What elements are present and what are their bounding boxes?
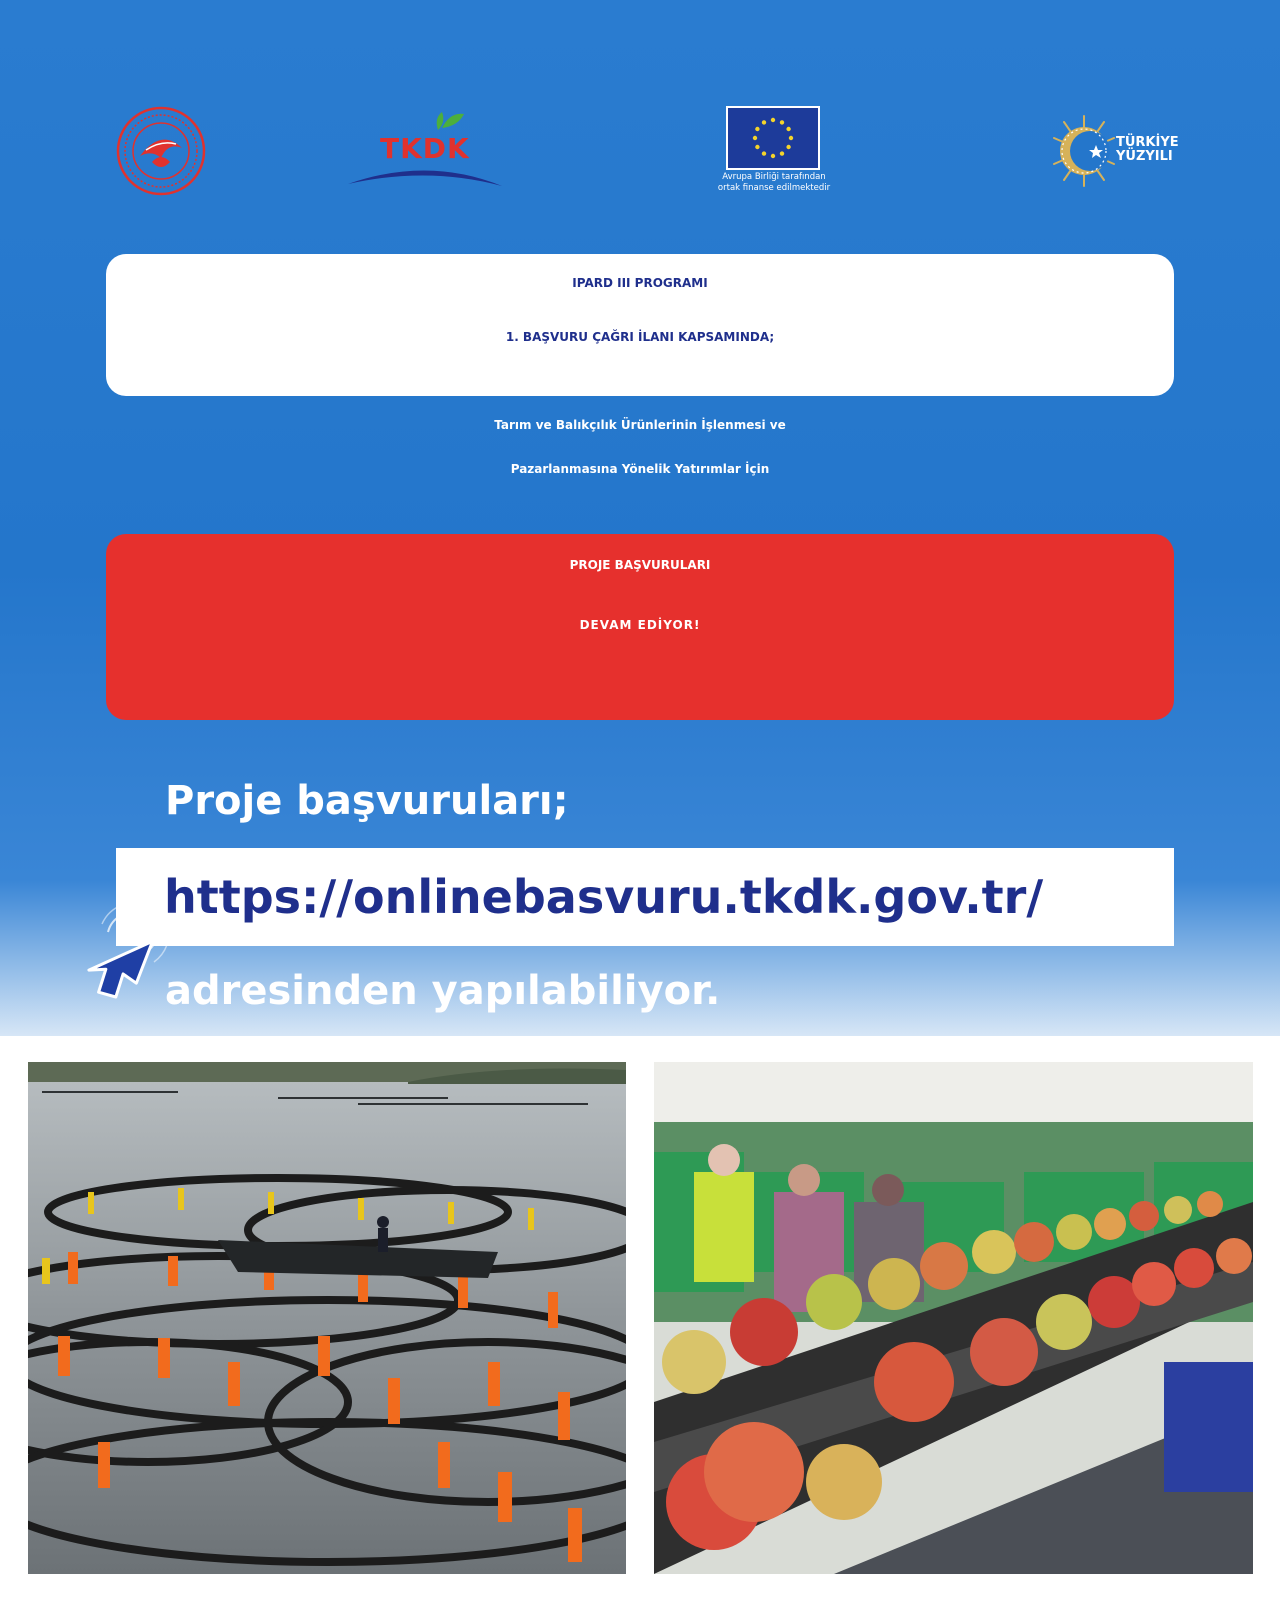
eu-caption-line1: Avrupa Birliği tarafından bbox=[722, 172, 826, 182]
apple-sorting-photo-icon bbox=[654, 1062, 1253, 1574]
turkiye-line1: TÜRKİYE bbox=[1116, 135, 1179, 150]
turkiye-line2: YÜZYILI bbox=[1116, 149, 1173, 164]
tkdk-logo bbox=[346, 108, 510, 192]
eu-caption-line2: ortak finanse edilmektedir bbox=[717, 183, 831, 193]
fish-farm-photo-icon bbox=[28, 1062, 626, 1574]
turkiye-yuzyili-text bbox=[1116, 136, 1179, 164]
turkiye-yuzyili-logo bbox=[1048, 112, 1198, 190]
program-title: IPARD III PROGRAMI bbox=[572, 276, 708, 290]
banner-line2: DEVAM EDİYOR! bbox=[579, 618, 701, 632]
turkiye-yuzyili-icon bbox=[1048, 112, 1118, 190]
subtitle-line2: Pazarlanmasına Yönelik Yatırımlar İçin bbox=[510, 462, 770, 476]
application-url-link[interactable]: https://onlinebasvuru.tkdk.gov.tr/ bbox=[164, 870, 1044, 924]
banner-line1: PROJE BAŞVURULARI bbox=[569, 558, 711, 572]
application-intro: Proje başvuruları; bbox=[165, 778, 569, 824]
eu-caption bbox=[696, 172, 852, 194]
eu-logo bbox=[696, 106, 852, 198]
tkdk-logo-text: TKDK bbox=[380, 132, 470, 165]
subtitle-line1: Tarım ve Balıkçılık Ürünlerinin İşlenmesi ve bbox=[494, 418, 786, 432]
ministry-emblem-icon bbox=[116, 106, 206, 196]
eu-flag-icon bbox=[726, 106, 820, 170]
announcement-banner bbox=[106, 534, 1174, 720]
call-title: 1. BAŞVURU ÇAĞRI İLANI KAPSAMINDA; bbox=[505, 330, 775, 344]
url-box[interactable] bbox=[116, 848, 1174, 946]
application-outro: adresinden yapılabiliyor. bbox=[165, 968, 721, 1014]
cursor-arrow-icon bbox=[46, 904, 176, 1024]
program-header-box bbox=[106, 254, 1174, 396]
